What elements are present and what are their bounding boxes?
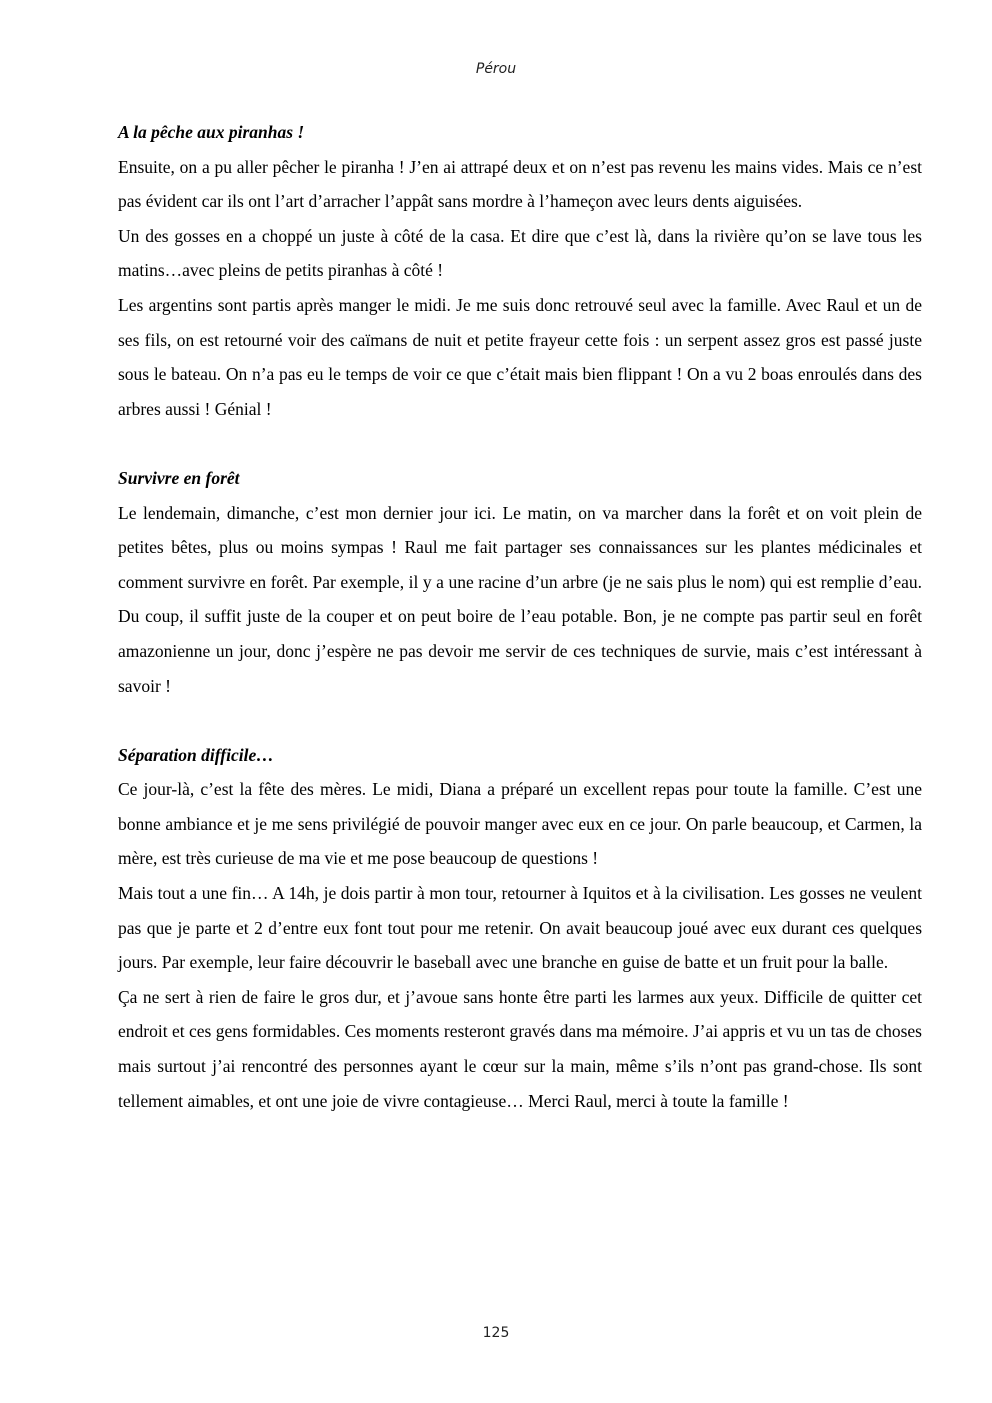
section-heading: Survivre en forêt: [118, 467, 240, 488]
section-separation: [118, 738, 922, 1119]
paragraph: Ce jour-là, c’est la fête des mères. Le midi, Diana a préparé un excellent repas pour toute la famille. C’est une bonne ambiance et je me sens privilégié de pouvoir manger avec eux en ce jour. On parle beaucoup, et Carmen, la mère, est très curieuse de ma vie et me pose beaucoup de questions !: [118, 779, 922, 869]
section-heading: A la pêche aux piranhas !: [118, 122, 305, 142]
paragraph: Mais tout a une fin… A 14h, je dois partir à mon tour, retourner à Iquitos et à la civilisation. Les gosses ne veulent pas que je parte et 2 d’entre eux font tout pour me retenir. On avait beaucoup joué avec eux durant ces quelques jours. Par exemple, leur faire découvrir le baseball avec une branche en guise de batte et un fruit pour la balle.: [118, 883, 922, 973]
section-survivre: [118, 461, 922, 703]
page-number: 125: [482, 1325, 510, 1341]
paragraph: Le lendemain, dimanche, c’est mon dernier jour ici. Le matin, on va marcher dans la forêt et on voit plein de petites bêtes, plus ou moins sympas ! Raul me fait partager ses connaissances sur les plantes médicinales et comment survivre en forêt. Par exemple, il y a une racine d’un arbre (je ne sais plus le nom) qui est remplie d’eau. Du coup, il suffit juste de la couper et on peut boire de l’eau potable. Bon, je ne compte pas partir seul en forêt amazonienne un jour, donc j’espère ne pas devoir me servir de ces techniques de survie, mais c’est intéressant à savoir !: [118, 502, 922, 696]
document-body: [118, 115, 922, 1118]
section-piranhas: [118, 115, 922, 426]
section-heading: Séparation difficile…: [118, 744, 274, 765]
running-header: Pérou: [475, 61, 517, 77]
paragraph: Ça ne sert à rien de faire le gros dur, et j’avoue sans honte être parti les larmes aux yeux. Difficile de quitter cet endroit et ces gens formidables. Ces moments resteront gravés dans ma mémoire. J’ai appris et vu un tas de choses mais surtout j’ai rencontré des personnes ayant le cœur sur la main, même s’ils n’ont pas grand-chose. Ils sont tellement aimables, et ont une joie de vivre contagieuse… Merci Raul, merci à toute la famille !: [118, 986, 922, 1111]
paragraph: Les argentins sont partis après manger le midi. Je me suis donc retrouvé seul avec la famille. Avec Raul et un de ses fils, on est retourné voir des caïmans de nuit et petite frayeur cette fois : un serpent assez gros est passé juste sous le bateau. On n’a pas eu le temps de voir ce que c’était mais bien flippant ! On a vu 2 boas enroulés dans des arbres aussi ! Génial !: [118, 294, 922, 419]
paragraph: Un des gosses en a choppé un juste à côté de la casa. Et dire que c’est là, dans la rivière qu’on se lave tous les matins…avec pleins de petits piranhas à côté !: [118, 225, 922, 281]
paragraph: Ensuite, on a pu aller pêcher le piranha ! J’en ai attrapé deux et on n’est pas revenu les mains vides. Mais ce n’est pas évident car ils ont l’art d’arracher l’appât sans mordre à l’hameçon avec leurs dents aiguisées.: [118, 156, 922, 212]
